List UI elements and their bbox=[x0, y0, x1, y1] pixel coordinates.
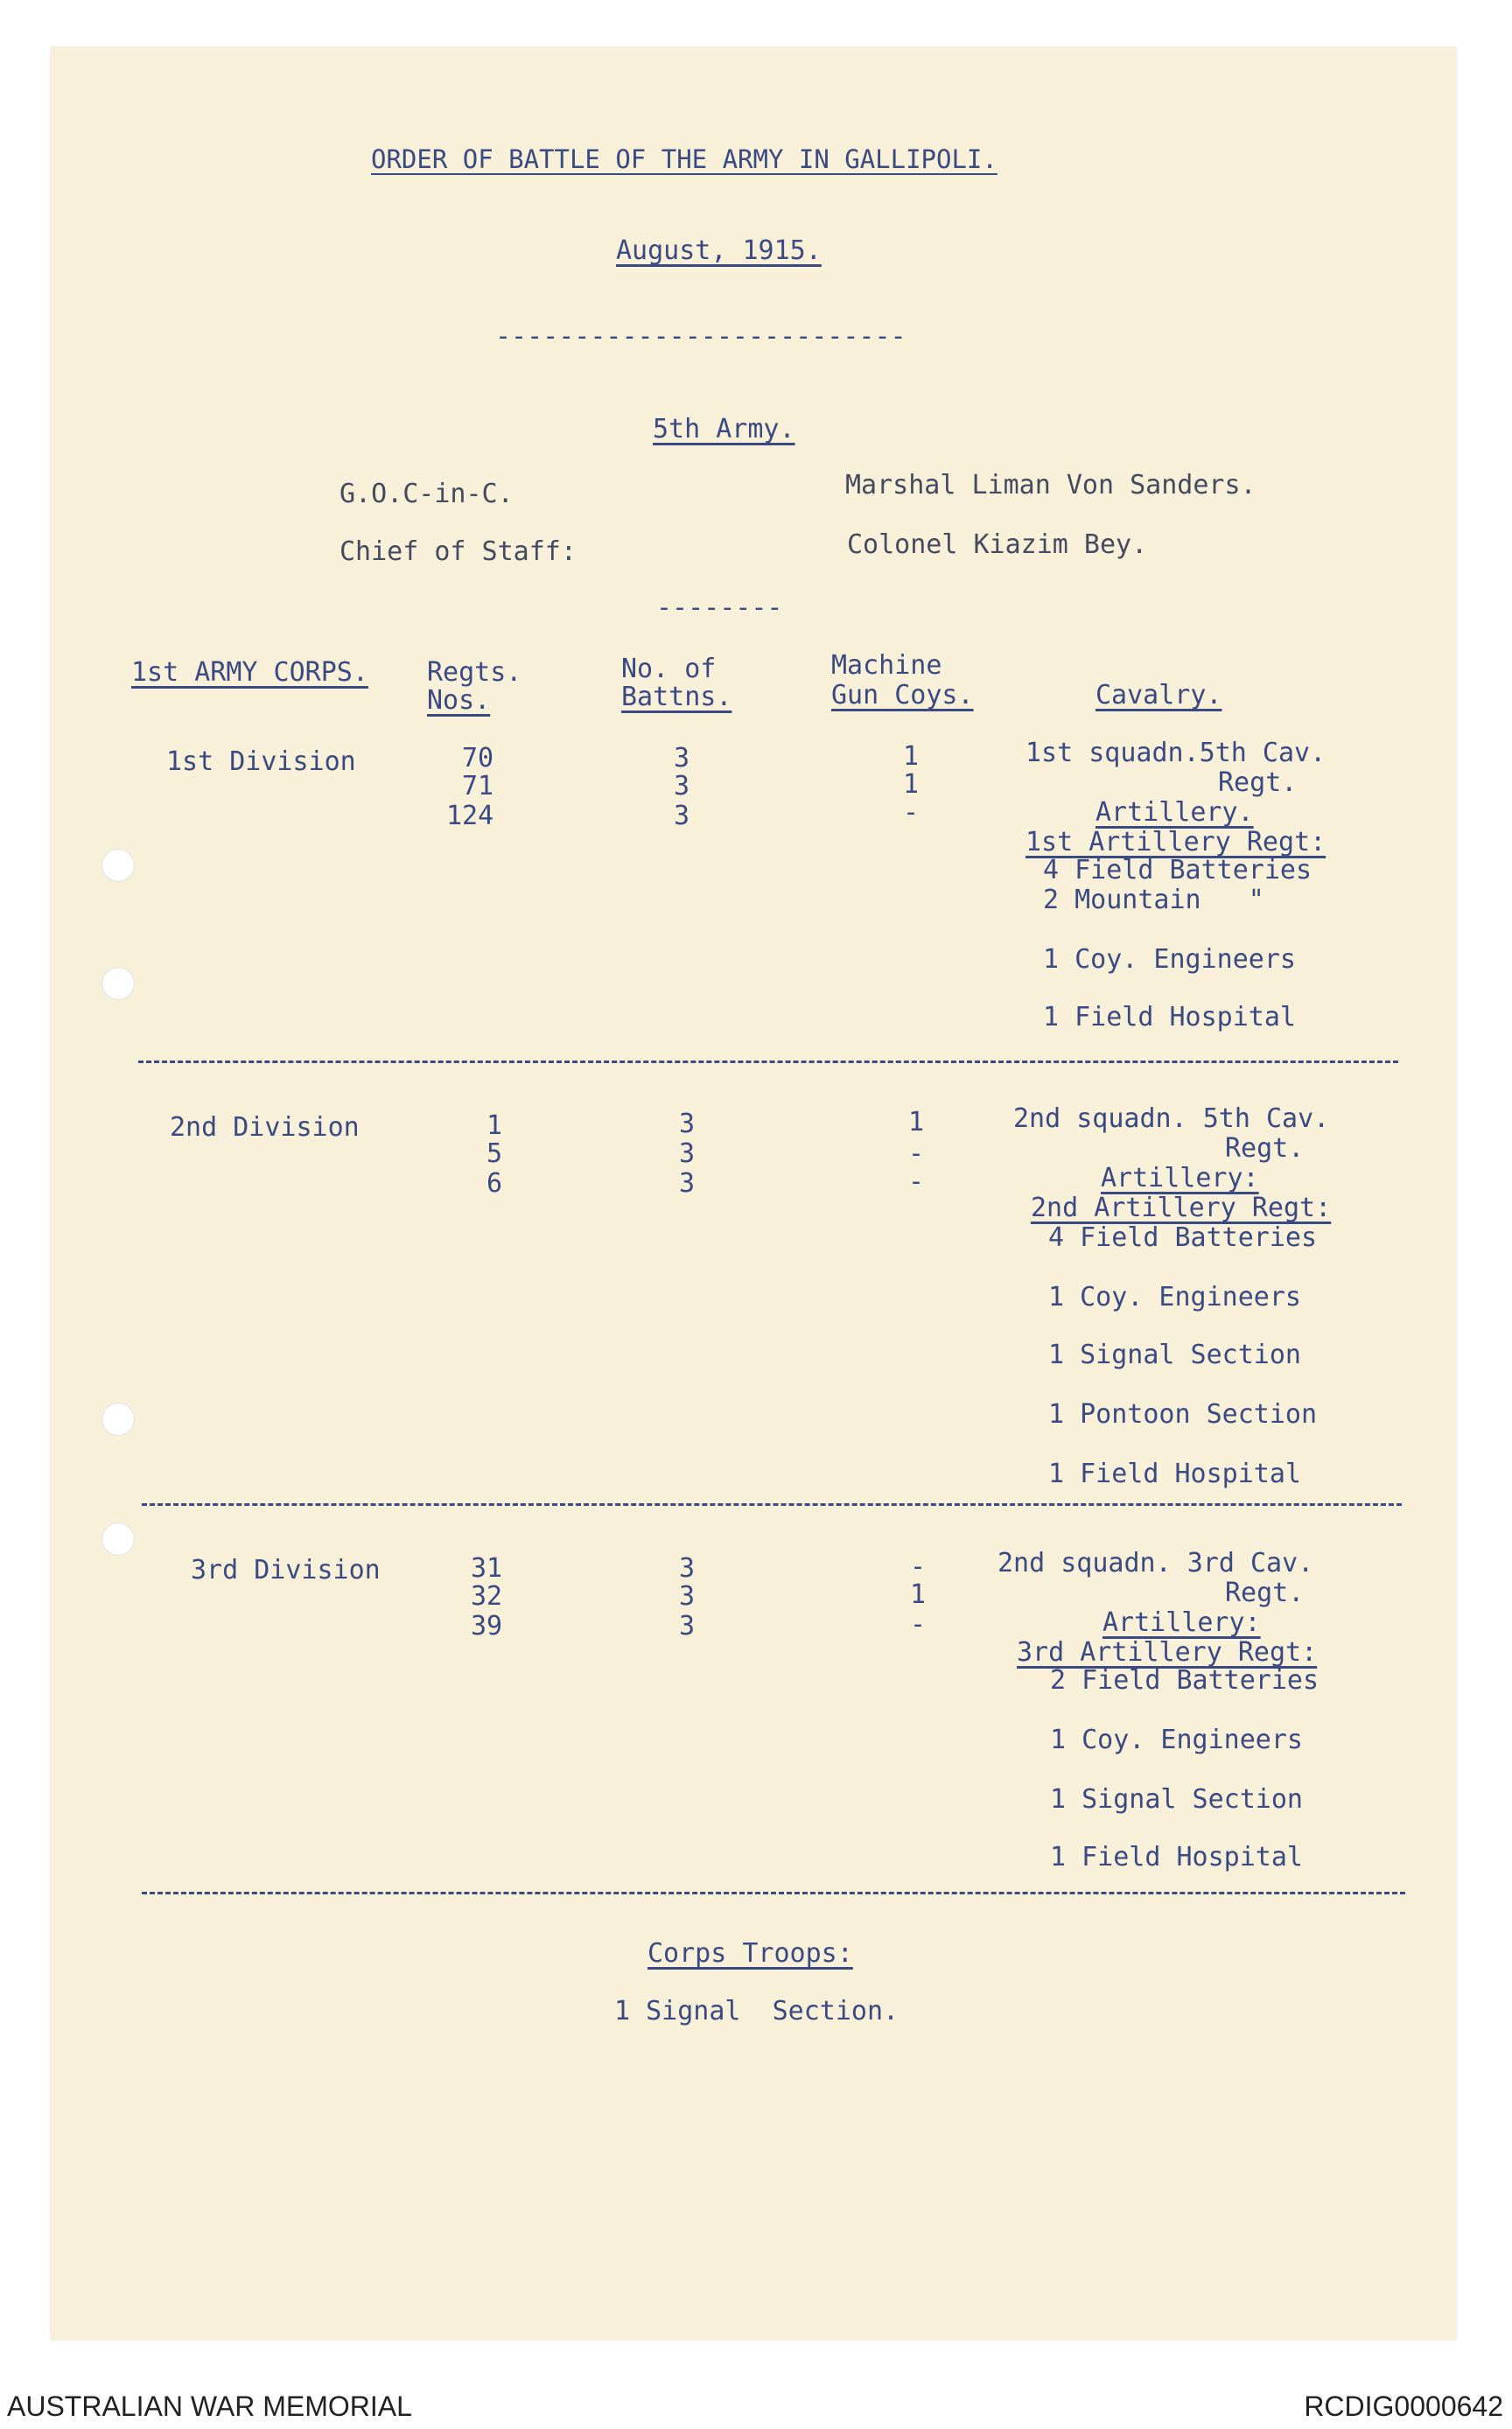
mg-count: 1 bbox=[903, 769, 920, 800]
corps-heading: 1st ARMY CORPS. bbox=[131, 657, 368, 688]
regt-number: 39 bbox=[471, 1611, 503, 1642]
cavalry-unit: 1st squadn.5th Cav. bbox=[1026, 738, 1326, 768]
unit-item: 1 Coy. Engineers bbox=[1048, 1282, 1301, 1312]
unit-item: 1 Signal Section bbox=[1050, 1784, 1303, 1815]
unit-item: 1 Field Hospital bbox=[1050, 1842, 1303, 1872]
artillery-heading: Artillery: bbox=[1101, 1163, 1259, 1194]
document-date: August, 1915. bbox=[616, 235, 822, 266]
chief-of-staff-value: Colonel Kiazim Bey. bbox=[847, 529, 1148, 560]
cavalry-unit-cont: Regt. bbox=[1225, 1578, 1305, 1608]
corps-troops-heading: Corps Troops: bbox=[648, 1938, 853, 1969]
document-title: ORDER OF BATTLE OF THE ARMY IN GALLIPOLI. bbox=[371, 144, 998, 174]
mg-count: - bbox=[910, 1551, 927, 1582]
unit-item: 2 Mountain " bbox=[1043, 885, 1264, 915]
regt-number: 1 bbox=[486, 1110, 503, 1141]
punch-hole bbox=[102, 1522, 135, 1556]
battalion-count: 3 bbox=[674, 801, 690, 831]
cavalry-unit: 2nd squadn. 3rd Cav. bbox=[998, 1548, 1314, 1578]
battns-heading-1: No. of bbox=[621, 654, 717, 684]
regt-number: 71 bbox=[462, 771, 494, 802]
archive-credit: AUSTRALIAN WAR MEMORIAL bbox=[7, 2390, 412, 2422]
unit-item: 4 Field Batteries bbox=[1043, 855, 1312, 886]
battalion-count: 3 bbox=[679, 1168, 696, 1199]
battalion-count: 3 bbox=[679, 1611, 696, 1642]
regt-number: 70 bbox=[462, 743, 494, 774]
unit-item: 1 Coy. Engineers bbox=[1050, 1725, 1303, 1755]
unit-item: 1 Pontoon Section bbox=[1048, 1399, 1318, 1430]
header-divider: -------------------------- bbox=[495, 321, 906, 352]
cavalry-heading: Cavalry. bbox=[1096, 680, 1222, 710]
cavalry-unit: 2nd squadn. 5th Cav. bbox=[1013, 1103, 1330, 1134]
division-name: 2nd Division bbox=[170, 1112, 360, 1143]
regt-number: 32 bbox=[471, 1581, 503, 1612]
punch-hole bbox=[102, 1403, 135, 1436]
division-name: 3rd Division bbox=[191, 1555, 381, 1586]
cavalry-unit-cont: Regt. bbox=[1225, 1133, 1305, 1164]
section-divider bbox=[142, 1892, 1405, 1894]
regts-heading-1: Regts. bbox=[427, 657, 522, 688]
division-name: 1st Division bbox=[166, 746, 356, 777]
mg-count: 1 bbox=[908, 1107, 925, 1138]
battalion-count: 3 bbox=[674, 743, 690, 774]
corps-troops-item: 1 Signal Section. bbox=[614, 1996, 900, 2026]
regt-number: 6 bbox=[486, 1168, 503, 1199]
battns-heading-2: Battns. bbox=[621, 682, 732, 712]
unit-item: 1 Signal Section bbox=[1048, 1340, 1301, 1370]
regt-number: 124 bbox=[446, 801, 494, 831]
artillery-regiment: 1st Artillery Regt: bbox=[1026, 827, 1326, 858]
battalion-count: 3 bbox=[674, 771, 690, 802]
artillery-heading: Artillery. bbox=[1096, 797, 1254, 828]
regt-number: 5 bbox=[486, 1138, 503, 1169]
unit-item: 4 Field Batteries bbox=[1048, 1222, 1318, 1253]
mg-heading-1: Machine bbox=[831, 650, 942, 681]
section-divider bbox=[142, 1503, 1402, 1506]
punch-hole bbox=[102, 849, 135, 882]
unit-item: 1 Field Hospital bbox=[1043, 1002, 1296, 1032]
unit-item: 1 Coy. Engineers bbox=[1043, 944, 1296, 975]
regts-heading-2: Nos. bbox=[427, 685, 491, 716]
artillery-heading: Artillery: bbox=[1102, 1607, 1261, 1638]
artillery-regiment: 2nd Artillery Regt: bbox=[1031, 1193, 1332, 1223]
cavalry-unit-cont: Regt. bbox=[1218, 767, 1298, 798]
unit-item: 2 Field Batteries bbox=[1050, 1665, 1320, 1696]
chief-of-staff-label: Chief of Staff: bbox=[340, 536, 577, 567]
archive-reference: RCDIG0000642 bbox=[1304, 2390, 1503, 2422]
punch-hole bbox=[102, 967, 135, 1000]
unit-item: 1 Field Hospital bbox=[1048, 1459, 1301, 1489]
battalion-count: 3 bbox=[679, 1109, 696, 1139]
artillery-regiment: 3rd Artillery Regt: bbox=[1017, 1637, 1318, 1668]
mg-count: - bbox=[908, 1166, 925, 1197]
battalion-count: 3 bbox=[679, 1581, 696, 1612]
mg-count: 1 bbox=[910, 1579, 927, 1610]
battalion-count: 3 bbox=[679, 1553, 696, 1584]
mg-count: 1 bbox=[903, 741, 920, 772]
section-divider bbox=[138, 1060, 1398, 1063]
army-divider: -------- bbox=[656, 592, 783, 623]
mg-count: - bbox=[903, 797, 920, 828]
mg-count: - bbox=[910, 1609, 927, 1640]
battalion-count: 3 bbox=[679, 1138, 696, 1169]
goc-value: Marshal Liman Von Sanders. bbox=[845, 470, 1256, 500]
mg-heading-2: Gun Coys. bbox=[831, 680, 974, 710]
goc-label: G.O.C-in-C. bbox=[340, 479, 514, 509]
mg-count: - bbox=[908, 1138, 925, 1169]
army-name: 5th Army. bbox=[653, 414, 795, 444]
regt-number: 31 bbox=[471, 1553, 503, 1584]
